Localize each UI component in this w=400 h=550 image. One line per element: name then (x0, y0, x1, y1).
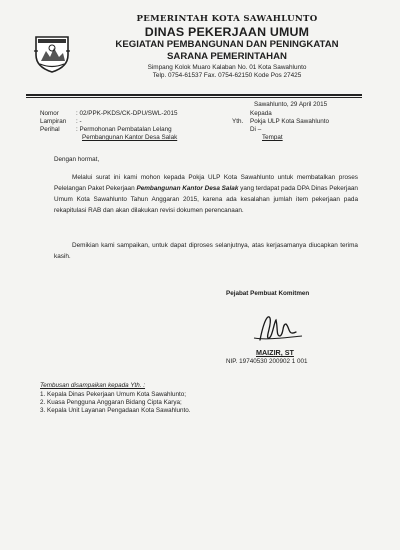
activity-line-2: SARANA PEMERINTAHAN (167, 51, 287, 62)
cc-item: 3. Kepala Unit Layanan Pengadaan Kota Sawahlunto. (40, 407, 191, 414)
paragraph-1-project-name: Pembangunan Kantor Desa Salak (136, 185, 239, 192)
government-name: PEMERINTAH KOTA SAWAHLUNTO (136, 14, 318, 24)
body-paragraph-1 (54, 172, 358, 216)
nomor-value: : 02/PPK-PKDS/CK-DPU/SWL-2015 (76, 110, 178, 117)
letter-date: Sawahlunto, 29 April 2015 (254, 101, 328, 108)
paragraph-1-part-2: yang terdapat pada DPA Dinas Pekerjaan Umum Kota Sawahlunto Tahun Anggaran 2015, karena ada kesalahan jumlah item pekerjaan pada rekapitulasi RAB dan akan dilakukan revisi dokumen perencanaan. (54, 185, 358, 214)
letterhead (96, 14, 358, 80)
lampiran-label: Lampiran (40, 118, 67, 125)
body-paragraph-2: Demikian kami sampaikan, untuk dapat diproses selanjutnya, atas kerjasamanya diucapkan terima kasih. (54, 242, 358, 260)
header-rule-thin (26, 97, 362, 98)
greeting: Dengan hormat, (54, 156, 100, 163)
paragraph-1-part-1: Melalui surat ini kami mohon kepada Pokja ULP Kota Sawahlunto untuk membatalkan proses Pelelangan Paket Pekerjaan (54, 174, 358, 192)
recipient-name: Pokja ULP Kota Sawahlunto (250, 118, 329, 125)
perihal-value: : Permohonan Pembatalan Lelang (76, 126, 172, 133)
lampiran-value: : - (76, 118, 82, 125)
recipient-place: Tempat (262, 134, 283, 141)
agency-name: DINAS PEKERJAAN UMUM (144, 25, 310, 39)
activity-line-1: KEGIATAN PEMBANGUNAN DAN PENINGKATAN (115, 39, 339, 50)
signatory-title: Pejabat Pembuat Komitmen (226, 290, 310, 297)
recipient-yth: Yth. (232, 118, 244, 125)
header-rule-thick (26, 94, 362, 96)
perihal-subject: Pembangunan Kantor Desa Salak (82, 134, 178, 141)
perihal-label: Perihal (40, 126, 60, 133)
address: Simpang Kolok Muaro Kalaban No. 01 Kota Sawahlunto (147, 64, 307, 71)
signatory-nip: NIP. 19740530 200902 1 001 (226, 358, 308, 365)
signatory-name: MAIZIR, ST (256, 348, 294, 357)
recipient-kepada: Kepada (250, 110, 272, 117)
cc-item: 2. Kuasa Pengguna Anggaran Bidang Cipta Karya; (40, 399, 182, 406)
cc-heading: Tembusan disampaikan kepada Yth. : (40, 382, 146, 389)
recipient-di: Di – (250, 126, 262, 133)
nomor-label: Nomor (40, 110, 59, 117)
city-emblem-icon (32, 31, 72, 73)
cc-item: 1. Kepala Dinas Pekerjaan Umum Kota Sawahlunto; (40, 391, 186, 398)
handwritten-signature (246, 310, 306, 346)
contact-info: Telp. 0754-61537 Fax. 0754-62150 Kode Pos 27425 (152, 72, 302, 79)
